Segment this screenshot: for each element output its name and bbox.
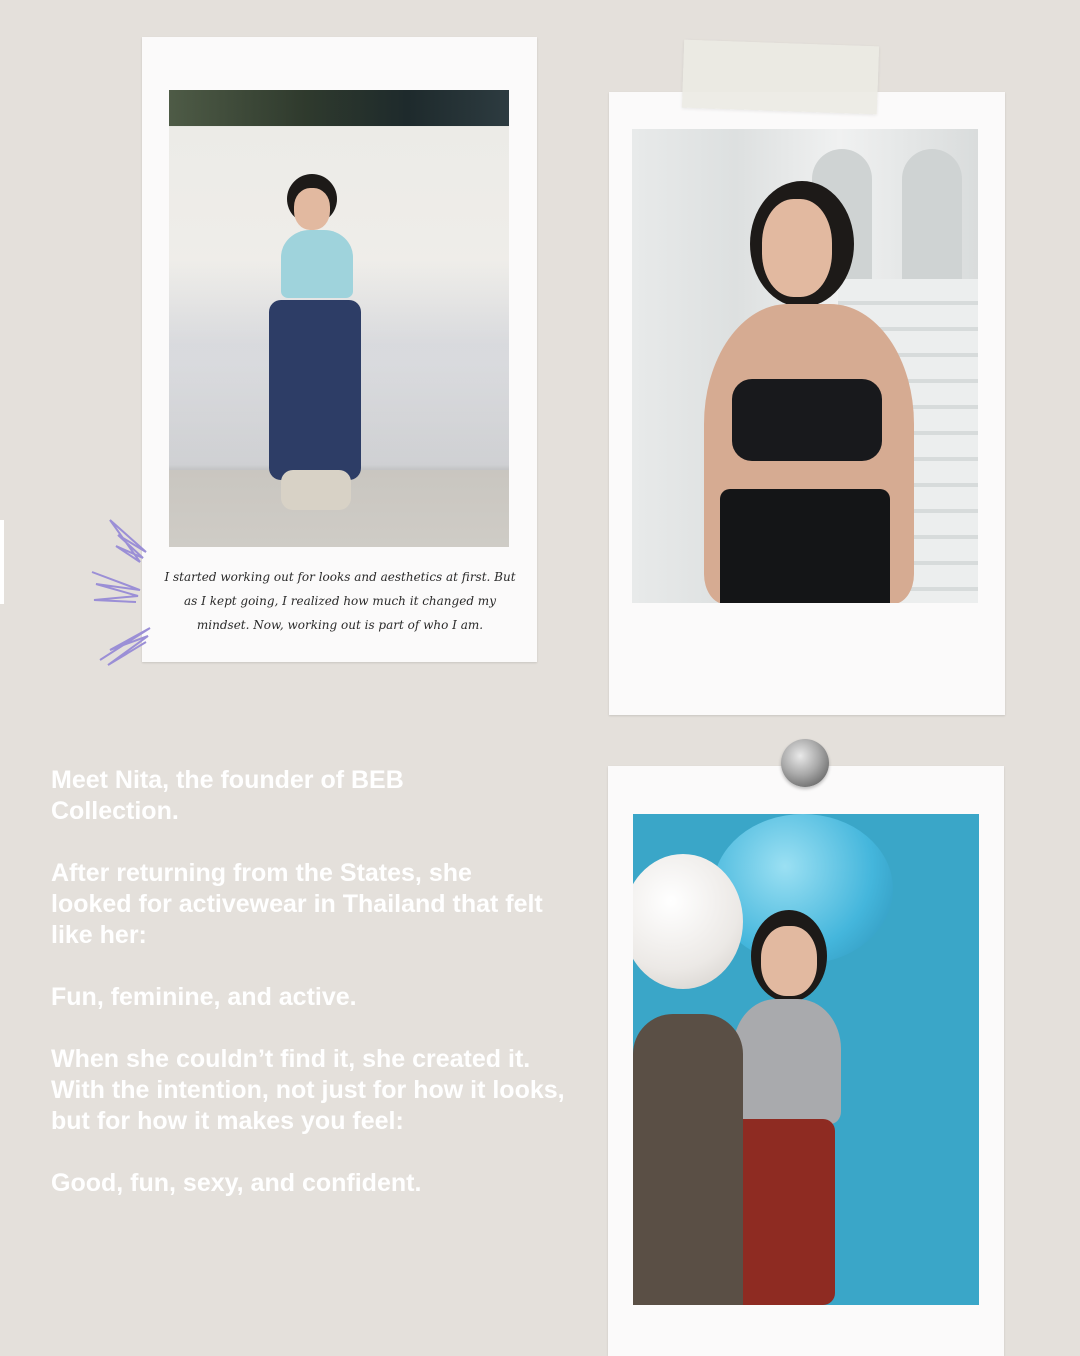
- tape-strip: [682, 40, 879, 115]
- photo-person-face: [762, 199, 832, 297]
- pushpin-icon: [781, 739, 829, 787]
- story-paragraph-2: Fun, feminine, and active.: [51, 983, 357, 1011]
- story-paragraph-4: Good, fun, sexy, and confident.: [51, 1169, 422, 1197]
- photo-person-leggings: [269, 300, 361, 480]
- photo-balloon-white: [633, 854, 743, 989]
- story-paragraph-3: When she couldn’t find it, she created it. With the intention, not just for how it looks, but for how it makes you feel:: [51, 1045, 565, 1135]
- photo-arch: [902, 149, 962, 289]
- photo-woman-at-event: [633, 814, 979, 1305]
- photo-person-sports-bra: [732, 379, 882, 461]
- photo-person-tank: [733, 999, 841, 1124]
- photo-person-face: [294, 188, 330, 230]
- photo-person-top: [281, 230, 353, 298]
- scribble-decoration-icon: [88, 510, 158, 675]
- photo-woman-black-bra: [632, 129, 978, 603]
- photo-person-face: [761, 926, 817, 996]
- photo-woman-by-wall: [169, 90, 509, 547]
- polaroid-photo-event: [608, 766, 1004, 1356]
- photo-person-leggings: [720, 489, 890, 603]
- polaroid-photo-wall: [142, 37, 537, 662]
- photo-foreground-blur: [633, 1014, 743, 1305]
- story-intro: Meet Nita, the founder of BEB Collection.: [51, 766, 404, 825]
- story-paragraph-1: After returning from the States, she looked for activewear in Thailand that felt like her:: [51, 859, 543, 949]
- edge-mark: [0, 520, 4, 604]
- photo-person-leggings: [731, 1119, 835, 1305]
- polaroid-caption: I started working out for looks and aesthetics at first. But as I kept going, I realized how much it changed my mindset. Now, working out is part of who I am.: [164, 570, 516, 632]
- photo-person-sneakers: [281, 470, 351, 510]
- story-text: [51, 765, 571, 1230]
- polaroid-photo-black-set: [609, 92, 1005, 715]
- photo-trees-background: [169, 90, 509, 126]
